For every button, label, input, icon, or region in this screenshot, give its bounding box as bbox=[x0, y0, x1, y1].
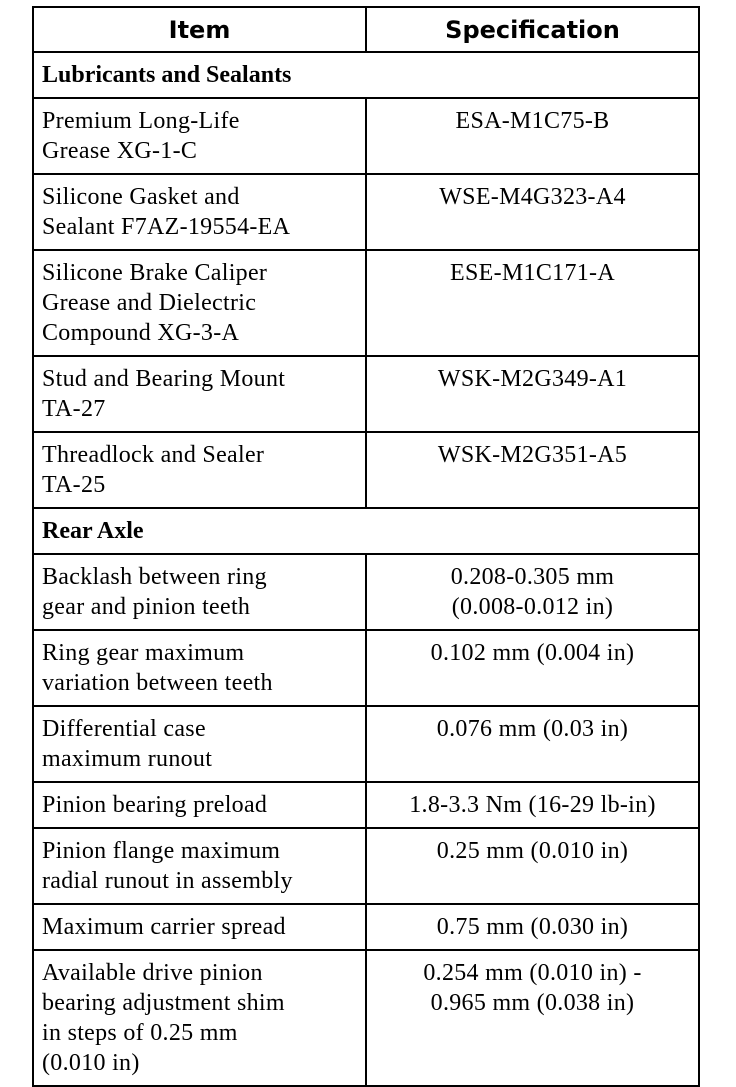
item-column-header: Item bbox=[33, 7, 366, 52]
table-row bbox=[33, 950, 699, 1086]
specification-cell bbox=[366, 554, 699, 630]
item-cell bbox=[33, 630, 366, 706]
specification-cell bbox=[366, 98, 699, 174]
item-cell bbox=[33, 98, 366, 174]
table-row bbox=[33, 432, 699, 508]
item-text-line: Silicone Gasket and bbox=[42, 184, 240, 210]
item-cell bbox=[33, 706, 366, 782]
header-row bbox=[33, 7, 699, 52]
specification-cell bbox=[366, 174, 699, 250]
table-row bbox=[33, 356, 699, 432]
specification-cell bbox=[366, 630, 699, 706]
item-text-line: radial runout in assembly bbox=[42, 868, 293, 894]
item-cell bbox=[33, 782, 366, 828]
table-row bbox=[33, 828, 699, 904]
item-cell bbox=[33, 432, 366, 508]
item-text-line: variation between teeth bbox=[42, 670, 273, 696]
item-cell bbox=[33, 904, 366, 950]
item-text-line: Available drive pinion bbox=[42, 960, 263, 986]
specification-text-line: 0.25 mm (0.010 in) bbox=[436, 838, 629, 864]
item-text-line: Sealant F7AZ-19554-EA bbox=[42, 214, 291, 240]
specification-text-line: 0.75 mm (0.030 in) bbox=[436, 914, 629, 940]
specification-cell bbox=[366, 828, 699, 904]
specification-text-line: 0.254 mm (0.010 in) - bbox=[423, 960, 642, 986]
specification-text-line: 0.208-0.305 mm bbox=[450, 564, 615, 590]
item-cell bbox=[33, 174, 366, 250]
table-row bbox=[33, 706, 699, 782]
specification-text-line: (0.008-0.012 in) bbox=[451, 594, 614, 620]
specification-column-header: Specification bbox=[366, 7, 699, 52]
item-cell bbox=[33, 950, 366, 1086]
specification-cell bbox=[366, 356, 699, 432]
item-text-line: maximum runout bbox=[42, 746, 213, 772]
specification-text-line: ESA-M1C75-B bbox=[455, 108, 610, 134]
table-row bbox=[33, 98, 699, 174]
specification-text-line: WSE-M4G323-A4 bbox=[439, 184, 626, 210]
section-title: Lubricants and Sealants bbox=[33, 52, 699, 98]
specification-text-line: 0.965 mm (0.038 in) bbox=[430, 990, 635, 1016]
item-text-line: bearing adjustment shim bbox=[42, 990, 285, 1016]
table-row bbox=[33, 554, 699, 630]
item-cell bbox=[33, 828, 366, 904]
table-row bbox=[33, 250, 699, 356]
item-text-line: Silicone Brake Caliper bbox=[42, 260, 268, 286]
specification-text-line: 1.8-3.3 Nm (16-29 lb-in) bbox=[409, 792, 656, 818]
specification-text-line: 0.076 mm (0.03 in) bbox=[436, 716, 629, 742]
section-title: Rear Axle bbox=[33, 508, 699, 554]
item-text-line: TA-27 bbox=[42, 396, 106, 422]
table-body bbox=[33, 52, 699, 1086]
item-text-line: Ring gear maximum bbox=[42, 640, 245, 666]
item-text-line: Pinion bearing preload bbox=[42, 792, 268, 818]
table-row bbox=[33, 782, 699, 828]
item-text-line: TA-25 bbox=[42, 472, 106, 498]
item-text-line: in steps of 0.25 mm bbox=[42, 1020, 238, 1046]
item-text-line: Backlash between ring bbox=[42, 564, 267, 590]
item-text-line: (0.010 in) bbox=[42, 1050, 140, 1076]
item-text-line: Pinion flange maximum bbox=[42, 838, 281, 864]
item-text-line: Grease and Dielectric bbox=[42, 290, 257, 316]
item-cell bbox=[33, 250, 366, 356]
item-text-line: Stud and Bearing Mount bbox=[42, 366, 286, 392]
specification-cell bbox=[366, 782, 699, 828]
item-cell bbox=[33, 356, 366, 432]
section-row bbox=[33, 52, 699, 98]
specification-cell bbox=[366, 706, 699, 782]
specification-cell bbox=[366, 904, 699, 950]
item-text-line: Threadlock and Sealer bbox=[42, 442, 265, 468]
specification-text-line: WSK-M2G349-A1 bbox=[437, 366, 628, 392]
specification-cell bbox=[366, 432, 699, 508]
item-text-line: gear and pinion teeth bbox=[42, 594, 251, 620]
specification-text-line: WSK-M2G351-A5 bbox=[437, 442, 628, 468]
item-cell bbox=[33, 554, 366, 630]
item-text-line: Premium Long-Life bbox=[42, 108, 240, 134]
table-row bbox=[33, 904, 699, 950]
section-row bbox=[33, 508, 699, 554]
item-text-line: Grease XG-1-C bbox=[42, 138, 198, 164]
table-row bbox=[33, 174, 699, 250]
specification-text-line: 0.102 mm (0.004 in) bbox=[430, 640, 635, 666]
item-text-line: Differential case bbox=[42, 716, 206, 742]
specification-cell bbox=[366, 250, 699, 356]
item-text-line: Maximum carrier spread bbox=[42, 914, 286, 940]
specification-table bbox=[32, 6, 700, 1087]
specification-cell bbox=[366, 950, 699, 1086]
item-text-line: Compound XG-3-A bbox=[42, 320, 240, 346]
specification-text-line: ESE-M1C171-A bbox=[450, 260, 615, 286]
table-row bbox=[33, 630, 699, 706]
